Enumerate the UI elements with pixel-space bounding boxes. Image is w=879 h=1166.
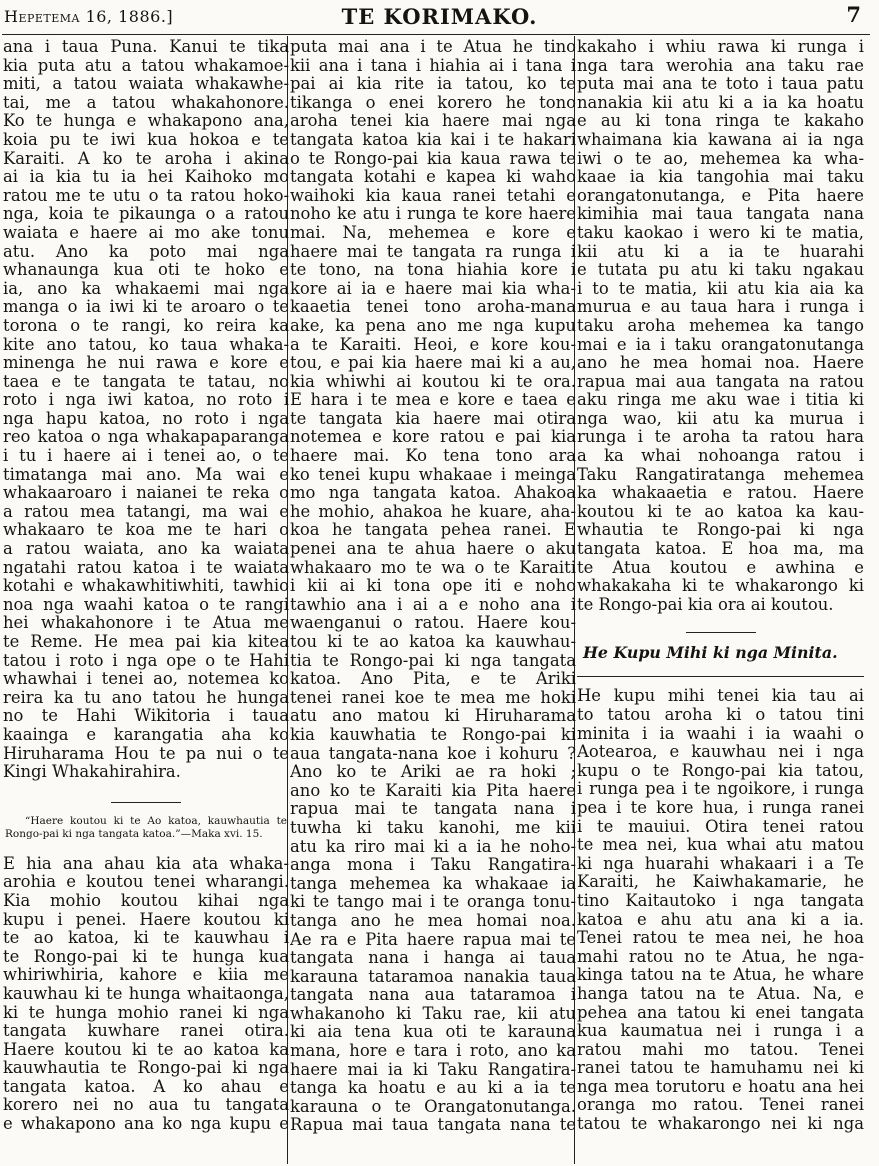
text-line: tou ki te ao katoa ka kauwhau- — [290, 632, 576, 651]
text-line: oranga mo ratou. Tenei ranei — [577, 1095, 864, 1115]
text-line: nga mea torutoru e hoatu ana hei — [577, 1076, 864, 1096]
text-line: miti, a tatou waiata whakawhe- — [3, 74, 289, 94]
text-line: Karaiti. A ko te aroha i akina — [3, 148, 289, 168]
scripture-quote: “Haere koutou ki te Ao katoa, kauwhautia te Rongo-pai ki nga tangata katoa.”—Maka xvi. 15. — [5, 814, 287, 840]
text-line: nanakia kii atu ki a ia ka hoatu — [577, 92, 864, 112]
text-line: kaae ia kia tangohia mai taku — [577, 167, 864, 187]
text-line: tangata kuwhare ranei otira. — [3, 1021, 289, 1041]
text-line: kua kaumatua nei i runga i a — [577, 1021, 864, 1041]
text-line: Kingi Whakahirahira. — [3, 762, 181, 782]
text-line: a ka whai nohoanga ratou i — [577, 446, 864, 466]
text-line: haere mai. Ko tena tono ara — [290, 446, 576, 466]
text-line: tangata nana aua tataramoa i — [290, 985, 576, 1005]
text-line: whakaaro te koa me te hari o — [3, 520, 289, 540]
text-line: reira ka tu ano tatou he hunga — [3, 687, 289, 707]
text-line: puta mai ana i te Atua he tino — [290, 38, 576, 56]
text-line: ano ko te Karaiti kia Pita haere — [290, 780, 576, 800]
text-line: tatou i roto i nga ope o te Hahi — [3, 650, 289, 670]
text-line: whiriwhiria, kahore e kiia me — [3, 965, 289, 985]
text-line: kimihia mai taua tangata nana — [577, 204, 864, 224]
text-line: tangata nana i hanga ai taua — [290, 948, 576, 968]
text-line: Taku Rangatiratanga mehemea — [577, 464, 864, 484]
text-line: mai. Na, mehemea e kore e — [290, 222, 576, 242]
text-line: ranei tatou te hamuhamu nei ki — [577, 1058, 864, 1078]
text-line: pai ai kia rite ia tatou, ko te — [290, 74, 576, 94]
text-line: te tangata kia haere mai otira — [290, 408, 576, 428]
text-line: no te Hahi Wikitoria i taua — [3, 706, 289, 726]
text-line: puta mai ana te toto i taua patu — [577, 74, 864, 94]
text-line: Rapua mai taua tangata nana te — [290, 1115, 576, 1135]
text-line: notemea e kore ratou e pai kia — [290, 427, 576, 447]
text-line: Ko te hunga e whakapono ana, — [3, 111, 289, 131]
text-line: ngatahi ratou katoa i te waiata — [3, 557, 289, 577]
text-line: kinga tatou na te Atua, he whare — [577, 965, 864, 985]
text-line: E hara i te mea e kore e taea e — [290, 390, 576, 410]
text-line: tia te Rongo-pai ki nga tangata — [290, 650, 576, 670]
text-line: whanaunga kua oti te hoko e — [3, 260, 289, 280]
text-line: kore ai ia e haere mai kia wha- — [290, 278, 576, 298]
text-line: arohia e koutou tenei wharangi. — [3, 872, 289, 892]
text-line: tou, e pai kia haere mai ki a au, — [290, 353, 576, 373]
text-line: ki te tango mai i te oranga tonu- — [290, 892, 576, 912]
text-line: ratou me te utu o ta ratou hoko- — [3, 185, 289, 205]
text-line: ki te hunga mohio ranei ki nga — [3, 1002, 289, 1022]
text-line: timatanga mai ano. Ma wai e — [3, 464, 289, 484]
text-line: waihoki kia kaua ranei tetahi e — [290, 185, 576, 205]
text-line: whakaaro mo te wa o te Karaiti — [290, 557, 576, 577]
text-line: a ratou waiata, ano ka waiata — [3, 539, 289, 559]
page-header — [0, 0, 879, 34]
text-line: whakaaroaro i naianei te reka o — [3, 483, 289, 503]
text-line: tatou te whakarongo nei ki nga — [577, 1114, 864, 1134]
text-line: koia pu te iwi kua hokoa e te — [3, 129, 289, 149]
text-line: e tutata pu atu ki taku ngakau — [577, 260, 864, 280]
text-line: i tu i haere ai i tenei ao, o te — [3, 446, 289, 466]
text-line: whakanoho ki Taku rae, kii atu — [290, 1003, 576, 1023]
text-line: kotahi e whakawhitiwhiti, tawhio — [3, 576, 289, 596]
text-line: kaaetia tenei tono aroha-mana — [290, 297, 576, 317]
text-line: tangata kotahi e kapea ki waho — [290, 167, 576, 187]
text-line: o te Rongo-pai kia kaua rawa te — [290, 148, 576, 168]
text-line: nga, koia te pikaunga o a ratou — [3, 204, 289, 224]
text-line: kupu i penei. Haere koutou ki — [3, 909, 289, 929]
text-line: mana, hore e tara i roto, ano ka — [290, 1041, 576, 1061]
text-line: tai, me a tatou whakahonore. — [3, 92, 289, 112]
text-line: kite ano tatou, ko taua whaka- — [3, 334, 289, 354]
text-line: i runga pea i te ngoikore, i runga — [577, 779, 864, 799]
text-line: Hiruharama Hou te pa nui o te — [3, 743, 289, 763]
text-line: tenei ranei koe te mea me hoki — [290, 687, 576, 707]
text-line: manga o ia iwi ki te aroaro o te — [3, 297, 289, 317]
text-line: tangata katoa. A ko ahau e — [3, 1076, 289, 1096]
text-line: tangata katoa kia kai i te hakari — [290, 129, 576, 149]
text-line: nga wao, kii atu ka murua i — [577, 408, 864, 428]
text-line: hanga tatou na te Atua. Na, e — [577, 983, 864, 1003]
text-line: e whakapono ana ko nga kupu e — [3, 1114, 289, 1134]
text-line: Haere koutou ki te ao katoa ka — [3, 1039, 289, 1059]
text-line: te Reme. He mea pai kia kitea — [3, 632, 289, 651]
text-line: ia, ano ka whakaemi mai nga — [3, 278, 289, 298]
text-line: rapua mai te tangata nana i — [290, 799, 576, 819]
text-line: korero nei no aua tu tangata — [3, 1095, 289, 1115]
article-heading: He Kupu Mihi ki nga Minita. — [583, 643, 838, 663]
text-line: tawhio ana i ai a e noho ana i — [290, 594, 576, 614]
text-line: tanga mehemea ka whakaae ia — [290, 873, 576, 893]
text-line: tuwha ki taku kanohi, me kii — [290, 817, 576, 837]
text-line: te Rongo-pai kia ora ai koutou. — [577, 594, 834, 614]
text-line: tanga ano he mea homai noa. — [290, 910, 576, 930]
text-line: haere mai te tangata ra runga i — [290, 241, 576, 261]
text-line: kauwhau ki te hunga whaitaonga, — [3, 983, 289, 1003]
text-line: katoa. Ano Pita, e te Ariki — [290, 669, 576, 689]
text-line: anga mona i Taku Rangatira- — [290, 855, 576, 875]
text-line: murua e au taua hara i runga i — [577, 297, 864, 317]
text-line: koa he tangata pehea ranei. E — [290, 520, 576, 540]
text-line: karauna o te Orangatonutanga. — [290, 1096, 576, 1116]
text-line: e au ki tona ringa te kakaho — [577, 111, 864, 131]
text-line: mo nga tangata katoa. Ahakoa — [290, 483, 576, 503]
text-line: atu ano matou ki Hiruharama — [290, 706, 576, 726]
text-line: a ratou mea tatangi, ma wai e — [3, 501, 289, 521]
text-line: katoa e ahu atu ana ki a ia. — [577, 909, 864, 929]
text-line: a te Karaiti. Heoi, e kore kou- — [290, 334, 576, 354]
column-3 — [577, 38, 864, 1134]
text-line: taku kaokao i wero ki te matia, — [577, 222, 864, 242]
text-line: reo katoa o nga whakapaparanga — [3, 427, 289, 447]
text-line: to tatou aroha ki o tatou tini — [577, 705, 864, 724]
text-line: te ao katoa, ki te kauwhau i — [3, 928, 289, 948]
text-line: i te mauiui. Otira tenei ratou — [577, 816, 864, 836]
text-line: Aotearoa, e kauwhau nei i nga — [577, 742, 864, 762]
text-line: iwi o te ao, mehemea ka wha- — [577, 148, 864, 168]
text-line: kii ana i tana i hiahia ai i tana i — [290, 55, 576, 75]
text-line: i to te matia, kii atu kia aia ka — [577, 278, 864, 298]
text-line: whautia te Rongo-pai ki nga — [577, 520, 864, 540]
text-line: koutou ki te ao katoa ka kau- — [577, 501, 864, 521]
text-line: penei ana te ahua haere o aku — [290, 539, 576, 559]
column-2 — [290, 38, 576, 1135]
text-line: whakakaha ki te whakarongo ki — [577, 576, 864, 596]
text-line: kauwhautia te Rongo-pai ki nga — [3, 1058, 289, 1078]
text-line: taku aroha mehemea ka tango — [577, 315, 864, 335]
text-line: kupu o te Rongo-pai kia tatou, — [577, 760, 864, 780]
text-line: mahi ratou no te Atua, he nga- — [577, 946, 864, 966]
column-3-text — [577, 38, 864, 614]
text-line: He kupu mihi tenei kia tau ai — [577, 686, 864, 706]
text-line: ake, ka pena ano me nga kupu — [290, 315, 576, 335]
page-number: 7 — [846, 2, 861, 27]
text-line: whawhai i tenei ao, notemea ko — [3, 669, 289, 689]
text-line: i kii ai ki tona ope iti e noho — [290, 576, 576, 596]
text-line: he mohio, ahakoa he kuare, aha- — [290, 501, 576, 521]
column-3-text-2 — [577, 687, 864, 1133]
text-line: tanga ka hoatu e au ki a ia te — [290, 1078, 576, 1098]
text-line: rapua mai aua tangata na ratou — [577, 371, 864, 391]
text-line: nga hapu katoa, no roto i nga — [3, 408, 289, 428]
text-line: Karaiti, he Kaiwhakamarie, he — [577, 872, 864, 892]
text-line: kakaho i whiu rawa ki runga i — [577, 38, 864, 56]
text-line: nga tara werohia ana taku rae — [577, 55, 864, 75]
text-line: ai ia kia tu ia hei Kaihoko mo — [3, 167, 289, 187]
text-line: E hia ana ahau kia ata whaka- — [3, 853, 289, 873]
text-line: ratou mahi mo tatou. Tenei — [577, 1039, 864, 1059]
text-line: ana i taua Puna. Kanui te tika — [3, 38, 289, 56]
text-line: karauna tataramoa nanakia taua — [290, 966, 576, 986]
text-line: atu. Ano ka poto mai nga — [3, 241, 289, 261]
text-line: ki aia tena kua oti te karauna — [290, 1022, 576, 1042]
text-line: pea i te kore hua, i runga ranei — [577, 797, 864, 817]
text-line: hei whakahonore i te Atua me — [3, 613, 289, 633]
text-line: ka whakaaetia e ratou. Haere — [577, 483, 864, 503]
text-line: whaimana kia kawana ai ia nga — [577, 129, 864, 149]
text-line: noho ke atu i runga te kore haere — [290, 204, 576, 224]
text-line: tikanga o enei korero he tono — [290, 92, 576, 112]
text-line: aku ringa me aku wae i titia ki — [577, 390, 864, 410]
text-line: minita i ia waahi i ia waahi o — [577, 723, 864, 743]
text-line: Ae ra e Pita haere rapua mai te — [290, 929, 576, 949]
text-line: kia whiwhi ai koutou ki te ora. — [290, 371, 576, 391]
text-line: noa nga waahi katoa o te rangi — [3, 594, 289, 614]
text-line: aua tangata-nana koe i kohuru ? — [290, 743, 576, 763]
column-1 — [3, 38, 289, 1134]
text-line: haere mai ia ki Taku Rangatira- — [290, 1059, 576, 1079]
text-line: Ano ko te Ariki ae ra hoki ; — [290, 762, 576, 782]
text-line: ano he mea homai noa. Haere — [577, 353, 864, 373]
text-line: kia kauwhatia te Rongo-pai ki — [290, 724, 576, 744]
text-line: pehea ana tatou ki enei tangata — [577, 1002, 864, 1022]
text-line: mai e ia i taku orangatonutanga — [577, 334, 864, 354]
newspaper-title: TE KORIMAKO. — [341, 4, 538, 29]
text-line: kaainga e karangatia aha ko — [3, 724, 289, 744]
text-line: Kia mohio koutou kihai nga — [3, 890, 289, 910]
text-line: ko tenei kupu whakaae i meinga — [290, 464, 576, 484]
text-line: waenganui o ratou. Haere kou- — [290, 613, 576, 633]
text-line: torona o te rangi, ko reira ka — [3, 315, 289, 335]
text-line: ki nga huarahi whakaari i a Te — [577, 853, 864, 873]
text-line: te mea nei, kua whai atu matou — [577, 835, 864, 855]
text-line: te tono, na tona hiahia kore i — [290, 260, 576, 280]
text-line: orangatonutanga, e Pita haere — [577, 185, 864, 205]
text-line: kia puta atu a tatou whakamoe- — [3, 55, 289, 75]
text-line: runga i te aroha ta ratou hara — [577, 427, 864, 447]
text-line: kii atu ki a ia te huarahi — [577, 241, 864, 261]
text-line: tangata katoa. E hoa ma, ma — [577, 539, 864, 559]
text-line: waiata e haere ai mo ake tonu — [3, 222, 289, 242]
header-date: Hepetema 16, 1886.] — [4, 7, 174, 26]
text-line: Tenei ratou te mea nei, he hoa — [577, 928, 864, 948]
text-line: tino Kaitautoko i nga tangata — [577, 890, 864, 910]
text-line: aroha tenei kia haere mai nga — [290, 111, 576, 131]
text-line: atu ka riro mai ki a ia he noho- — [290, 836, 576, 856]
text-line: te Atua koutou e awhina e — [577, 557, 864, 577]
column-1-text-2 — [3, 855, 289, 1134]
text-line: roto i nga iwi katoa, no roto i — [3, 390, 289, 410]
text-line: minenga he nui rawa e kore e — [3, 353, 289, 373]
header-rule — [2, 34, 870, 35]
text-line: taea e te tangata te tatau, no — [3, 371, 289, 391]
text-line: te Rongo-pai ki te hunga kua — [3, 946, 289, 966]
column-2-text — [290, 38, 576, 1135]
column-1-text — [3, 38, 289, 782]
